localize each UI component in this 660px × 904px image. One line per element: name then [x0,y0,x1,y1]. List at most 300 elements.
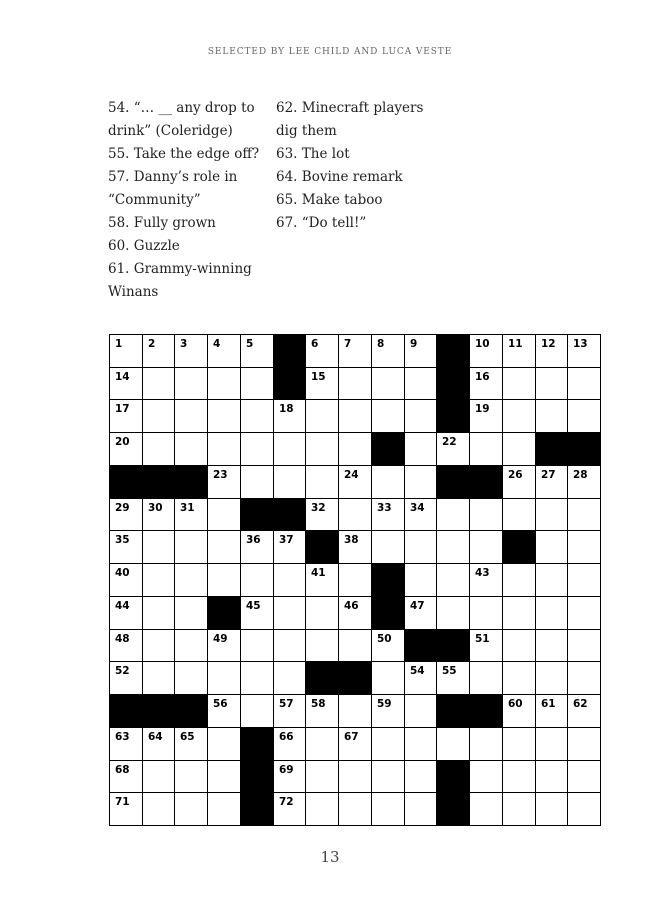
cell-number: 24 [344,469,359,481]
grid-cell[interactable] [240,334,274,368]
grid-cell[interactable] [240,432,274,466]
grid-cell[interactable] [109,334,143,368]
grid-cell[interactable] [109,629,143,662]
cell-number: 1 [115,338,123,350]
grid-cell[interactable] [535,596,568,630]
grid-cell[interactable] [502,727,536,761]
grid-cell[interactable] [469,760,503,793]
clue-text: Danny’s role in “Community” [108,169,238,208]
clue-left-0 [108,97,268,143]
black-square [371,432,405,466]
grid-cell[interactable] [174,792,208,826]
grid-cell[interactable] [535,498,568,531]
clue-right-3 [276,189,441,212]
grid-cell[interactable] [338,694,372,728]
cell-number: 49 [213,633,228,645]
grid-cell[interactable] [567,629,601,662]
grid-cell[interactable] [142,629,175,662]
black-square [371,596,405,630]
clue-number: 55. [108,146,130,162]
grid-cell[interactable] [207,694,241,728]
black-square [436,694,470,728]
cell-number: 18 [279,403,294,415]
grid-cell[interactable] [469,792,503,826]
grid-cell[interactable] [207,530,241,564]
grid-cell[interactable] [371,367,405,400]
grid-cell[interactable] [436,530,470,564]
grid-cell[interactable] [305,629,339,662]
grid-cell[interactable] [142,530,175,564]
clue-number: 57. [108,169,130,185]
grid-cell[interactable] [567,367,601,400]
grid-cell[interactable] [469,367,503,400]
grid-cell[interactable] [404,367,437,400]
cell-number: 33 [377,502,392,514]
grid-cell[interactable] [273,727,306,761]
cell-number: 65 [180,731,195,743]
cell-number: 40 [115,567,130,579]
grid-cell[interactable] [142,367,175,400]
grid-cell[interactable] [371,498,405,531]
grid-cell[interactable] [240,661,274,695]
grid-cell[interactable] [338,563,372,597]
grid-cell[interactable] [207,629,241,662]
grid-cell[interactable] [469,530,503,564]
grid-cell[interactable] [436,432,470,466]
grid-cell[interactable] [109,432,143,466]
clue-text: Take the edge off? [133,146,260,162]
cell-number: 14 [115,371,130,383]
grid-cell[interactable] [469,563,503,597]
grid-cell[interactable] [535,727,568,761]
cell-number: 50 [377,633,392,645]
grid-cell[interactable] [305,563,339,597]
clue-right-2 [276,166,441,189]
grid-cell[interactable] [273,465,306,499]
grid-cell[interactable] [338,498,372,531]
cell-number: 15 [311,371,326,383]
grid-cell[interactable] [174,596,208,630]
grid-cell[interactable] [174,498,208,531]
grid-cell[interactable] [305,792,339,826]
grid-cell[interactable] [338,629,372,662]
grid-cell[interactable] [273,530,306,564]
grid-cell[interactable] [338,465,372,499]
grid-cell[interactable] [404,334,437,368]
grid-cell[interactable] [305,465,339,499]
cell-number: 45 [246,600,261,612]
grid-cell[interactable] [469,661,503,695]
grid-cell[interactable] [109,727,143,761]
grid-cell[interactable] [469,334,503,368]
grid-cell[interactable] [502,596,536,630]
grid-cell[interactable] [142,792,175,826]
grid-cell[interactable] [207,563,241,597]
black-square [436,760,470,793]
grid-cell[interactable] [240,629,274,662]
cell-number: 54 [410,665,425,677]
black-square [436,792,470,826]
black-square [273,498,306,531]
clue-number: 65. [276,192,298,208]
grid-cell[interactable] [469,727,503,761]
cell-number: 20 [115,436,130,448]
black-square [305,661,339,695]
grid-cell[interactable] [502,465,536,499]
grid-cell[interactable] [567,694,601,728]
clue-text: Make taboo [301,192,383,208]
cell-number: 60 [508,698,523,710]
grid-cell[interactable] [305,694,339,728]
cell-number: 66 [279,731,294,743]
grid-cell[interactable] [338,399,372,433]
grid-cell[interactable] [305,367,339,400]
grid-cell[interactable] [174,399,208,433]
grid-cell[interactable] [174,727,208,761]
grid-cell[interactable] [240,367,274,400]
clue-number: 60. [108,238,130,254]
grid-cell[interactable] [371,530,405,564]
grid-cell[interactable] [305,760,339,793]
grid-cell[interactable] [338,367,372,400]
clue-text: Grammy-winning Winans [108,261,252,300]
grid-cell[interactable] [207,432,241,466]
grid-cell[interactable] [273,563,306,597]
cell-number: 62 [573,698,588,710]
grid-cell[interactable] [207,727,241,761]
black-square [436,629,470,662]
clue-text: Fully grown [133,215,216,231]
grid-cell[interactable] [371,792,405,826]
cell-number: 67 [344,731,359,743]
black-square [240,727,274,761]
cell-number: 36 [246,534,261,546]
black-square [240,498,274,531]
black-square [273,367,306,400]
cell-number: 22 [442,436,457,448]
grid-cell[interactable] [535,694,568,728]
grid-cell[interactable] [567,792,601,826]
clue-right-4 [276,212,441,235]
grid-cell[interactable] [338,432,372,466]
cell-number: 2 [148,338,156,350]
black-square [174,694,208,728]
cell-number: 57 [279,698,294,710]
grid-cell[interactable] [305,727,339,761]
grid-cell[interactable] [338,530,372,564]
grid-cell[interactable] [567,334,601,368]
running-header: SELECTED BY LEE CHILD AND LUCA VESTE [207,47,453,57]
grid-cell[interactable] [174,661,208,695]
page-number: 13 [320,848,340,866]
grid-cell[interactable] [142,563,175,597]
grid-cell[interactable] [567,563,601,597]
grid-cell[interactable] [142,498,175,531]
black-square [404,629,437,662]
grid-cell[interactable] [535,629,568,662]
grid-cell[interactable] [305,596,339,630]
grid-cell[interactable] [469,596,503,630]
grid-cell[interactable] [404,399,437,433]
grid-cell[interactable] [240,465,274,499]
clue-column-right [276,97,441,235]
grid-cell[interactable] [535,563,568,597]
grid-cell[interactable] [567,661,601,695]
grid-cell[interactable] [567,399,601,433]
clue-number: 58. [108,215,130,231]
black-square [142,694,175,728]
grid-cell[interactable] [567,727,601,761]
cell-number: 26 [508,469,523,481]
grid-cell[interactable] [502,399,536,433]
cell-number: 69 [279,764,294,776]
cell-number: 30 [148,502,163,514]
grid-cell[interactable] [502,629,536,662]
black-square [174,465,208,499]
clue-number: 67. [276,215,298,231]
grid-cell[interactable] [371,629,405,662]
black-square [535,432,568,466]
cell-number: 23 [213,469,228,481]
cell-number: 44 [115,600,130,612]
grid-cell[interactable] [240,530,274,564]
grid-cell[interactable] [404,498,437,531]
clue-left-4 [108,235,268,258]
grid-cell[interactable] [436,661,470,695]
cell-number: 12 [541,338,556,350]
grid-cell[interactable] [535,334,568,368]
cell-number: 59 [377,698,392,710]
grid-cell[interactable] [207,792,241,826]
grid-cell[interactable] [404,563,437,597]
grid-cell[interactable] [371,399,405,433]
grid-cell[interactable] [502,563,536,597]
grid-cell[interactable] [436,596,470,630]
grid-cell[interactable] [273,596,306,630]
black-square [109,465,143,499]
cell-number: 8 [377,338,385,350]
grid-cell[interactable] [109,661,143,695]
grid-cell[interactable] [305,432,339,466]
grid-cell[interactable] [338,596,372,630]
grid-cell[interactable] [207,760,241,793]
cell-number: 11 [508,338,523,350]
cell-number: 9 [410,338,418,350]
grid-cell[interactable] [469,629,503,662]
cell-number: 32 [311,502,326,514]
grid-cell[interactable] [207,661,241,695]
grid-cell[interactable] [469,399,503,433]
grid-cell[interactable] [567,760,601,793]
grid-cell[interactable] [371,727,405,761]
clue-right-0 [276,97,441,143]
grid-cell[interactable] [174,563,208,597]
cell-number: 29 [115,502,130,514]
grid-cell[interactable] [404,792,437,826]
cell-number: 52 [115,665,130,677]
grid-cell[interactable] [371,334,405,368]
black-square [436,465,470,499]
grid-cell[interactable] [436,727,470,761]
grid-cell[interactable] [338,760,372,793]
cell-number: 56 [213,698,228,710]
grid-cell[interactable] [142,334,175,368]
cell-number: 48 [115,633,130,645]
grid-cell[interactable] [142,661,175,695]
black-square [207,596,241,630]
grid-cell[interactable] [404,530,437,564]
grid-cell[interactable] [240,399,274,433]
grid-cell[interactable] [502,694,536,728]
grid-cell[interactable] [535,465,568,499]
grid-cell[interactable] [305,498,339,531]
grid-cell[interactable] [404,465,437,499]
grid-cell[interactable] [404,760,437,793]
grid-cell[interactable] [109,596,143,630]
grid-cell[interactable] [207,399,241,433]
grid-cell[interactable] [567,530,601,564]
grid-cell[interactable] [142,596,175,630]
grid-cell[interactable] [535,530,568,564]
grid-cell[interactable] [469,432,503,466]
clue-left-1 [108,143,268,166]
grid-cell[interactable] [567,498,601,531]
clue-text: Bovine remark [301,169,403,185]
grid-cell[interactable] [142,432,175,466]
grid-cell[interactable] [404,432,437,466]
grid-cell[interactable] [109,760,143,793]
cell-number: 63 [115,731,130,743]
grid-cell[interactable] [535,760,568,793]
grid-cell[interactable] [567,465,601,499]
grid-cell[interactable] [371,465,405,499]
grid-cell[interactable] [371,694,405,728]
cell-number: 28 [573,469,588,481]
grid-cell[interactable] [174,367,208,400]
grid-cell[interactable] [502,432,536,466]
cell-number: 5 [246,338,254,350]
cell-number: 38 [344,534,359,546]
grid-cell[interactable] [502,661,536,695]
cell-number: 72 [279,796,294,808]
grid-cell[interactable] [174,760,208,793]
clue-number: 54. [108,100,130,116]
clue-text: “… __ any drop to drink” (Coleridge) [108,100,255,139]
cell-number: 51 [475,633,490,645]
grid-cell[interactable] [240,563,274,597]
grid-cell[interactable] [535,367,568,400]
grid-cell[interactable] [535,792,568,826]
grid-cell[interactable] [273,661,306,695]
grid-cell[interactable] [404,727,437,761]
clue-number: 63. [276,146,298,162]
grid-cell[interactable] [174,530,208,564]
black-square [109,694,143,728]
grid-cell[interactable] [142,399,175,433]
cell-number: 7 [344,338,352,350]
grid-cell[interactable] [502,792,536,826]
grid-cell[interactable] [109,563,143,597]
grid-cell[interactable] [174,432,208,466]
grid-cell[interactable] [305,399,339,433]
grid-cell[interactable] [207,465,241,499]
grid-cell[interactable] [535,399,568,433]
grid-cell[interactable] [305,334,339,368]
black-square [240,792,274,826]
grid-cell[interactable] [240,694,274,728]
cell-number: 47 [410,600,425,612]
grid-cell[interactable] [273,399,306,433]
grid-cell[interactable] [371,661,405,695]
grid-cell[interactable] [207,498,241,531]
grid-cell[interactable] [109,530,143,564]
grid-cell[interactable] [109,792,143,826]
cell-number: 19 [475,403,490,415]
grid-cell[interactable] [142,760,175,793]
grid-cell[interactable] [535,661,568,695]
cell-number: 43 [475,567,490,579]
grid-cell[interactable] [207,367,241,400]
black-square [469,694,503,728]
grid-cell[interactable] [502,760,536,793]
grid-cell[interactable] [174,629,208,662]
black-square [502,530,536,564]
grid-cell[interactable] [404,694,437,728]
grid-cell[interactable] [338,792,372,826]
grid-cell[interactable] [338,334,372,368]
grid-cell[interactable] [436,498,470,531]
black-square [371,563,405,597]
black-square [436,399,470,433]
grid-cell[interactable] [436,563,470,597]
grid-cell[interactable] [273,792,306,826]
cell-number: 35 [115,534,130,546]
grid-cell[interactable] [174,334,208,368]
cell-number: 68 [115,764,130,776]
grid-cell[interactable] [109,367,143,400]
cell-number: 58 [311,698,326,710]
grid-cell[interactable] [469,498,503,531]
grid-cell[interactable] [338,727,372,761]
grid-cell[interactable] [207,334,241,368]
cell-number: 46 [344,600,359,612]
grid-cell[interactable] [567,596,601,630]
grid-cell[interactable] [404,596,437,630]
grid-cell[interactable] [502,334,536,368]
grid-cell[interactable] [109,399,143,433]
cell-number: 27 [541,469,556,481]
clue-text: “Do tell!” [301,215,367,231]
grid-cell[interactable] [371,760,405,793]
grid-cell[interactable] [502,498,536,531]
grid-cell[interactable] [240,596,274,630]
grid-cell[interactable] [273,432,306,466]
clue-text: Minecraft players dig them [276,100,424,139]
grid-cell[interactable] [273,760,306,793]
cell-number: 61 [541,698,556,710]
cell-number: 4 [213,338,221,350]
grid-cell[interactable] [273,629,306,662]
black-square [567,432,601,466]
grid-cell[interactable] [404,661,437,695]
grid-cell[interactable] [273,694,306,728]
clue-left-3 [108,212,268,235]
clue-left-5 [108,258,268,304]
cell-number: 37 [279,534,294,546]
grid-cell[interactable] [109,498,143,531]
grid-cell[interactable] [142,727,175,761]
grid-cell[interactable] [502,367,536,400]
